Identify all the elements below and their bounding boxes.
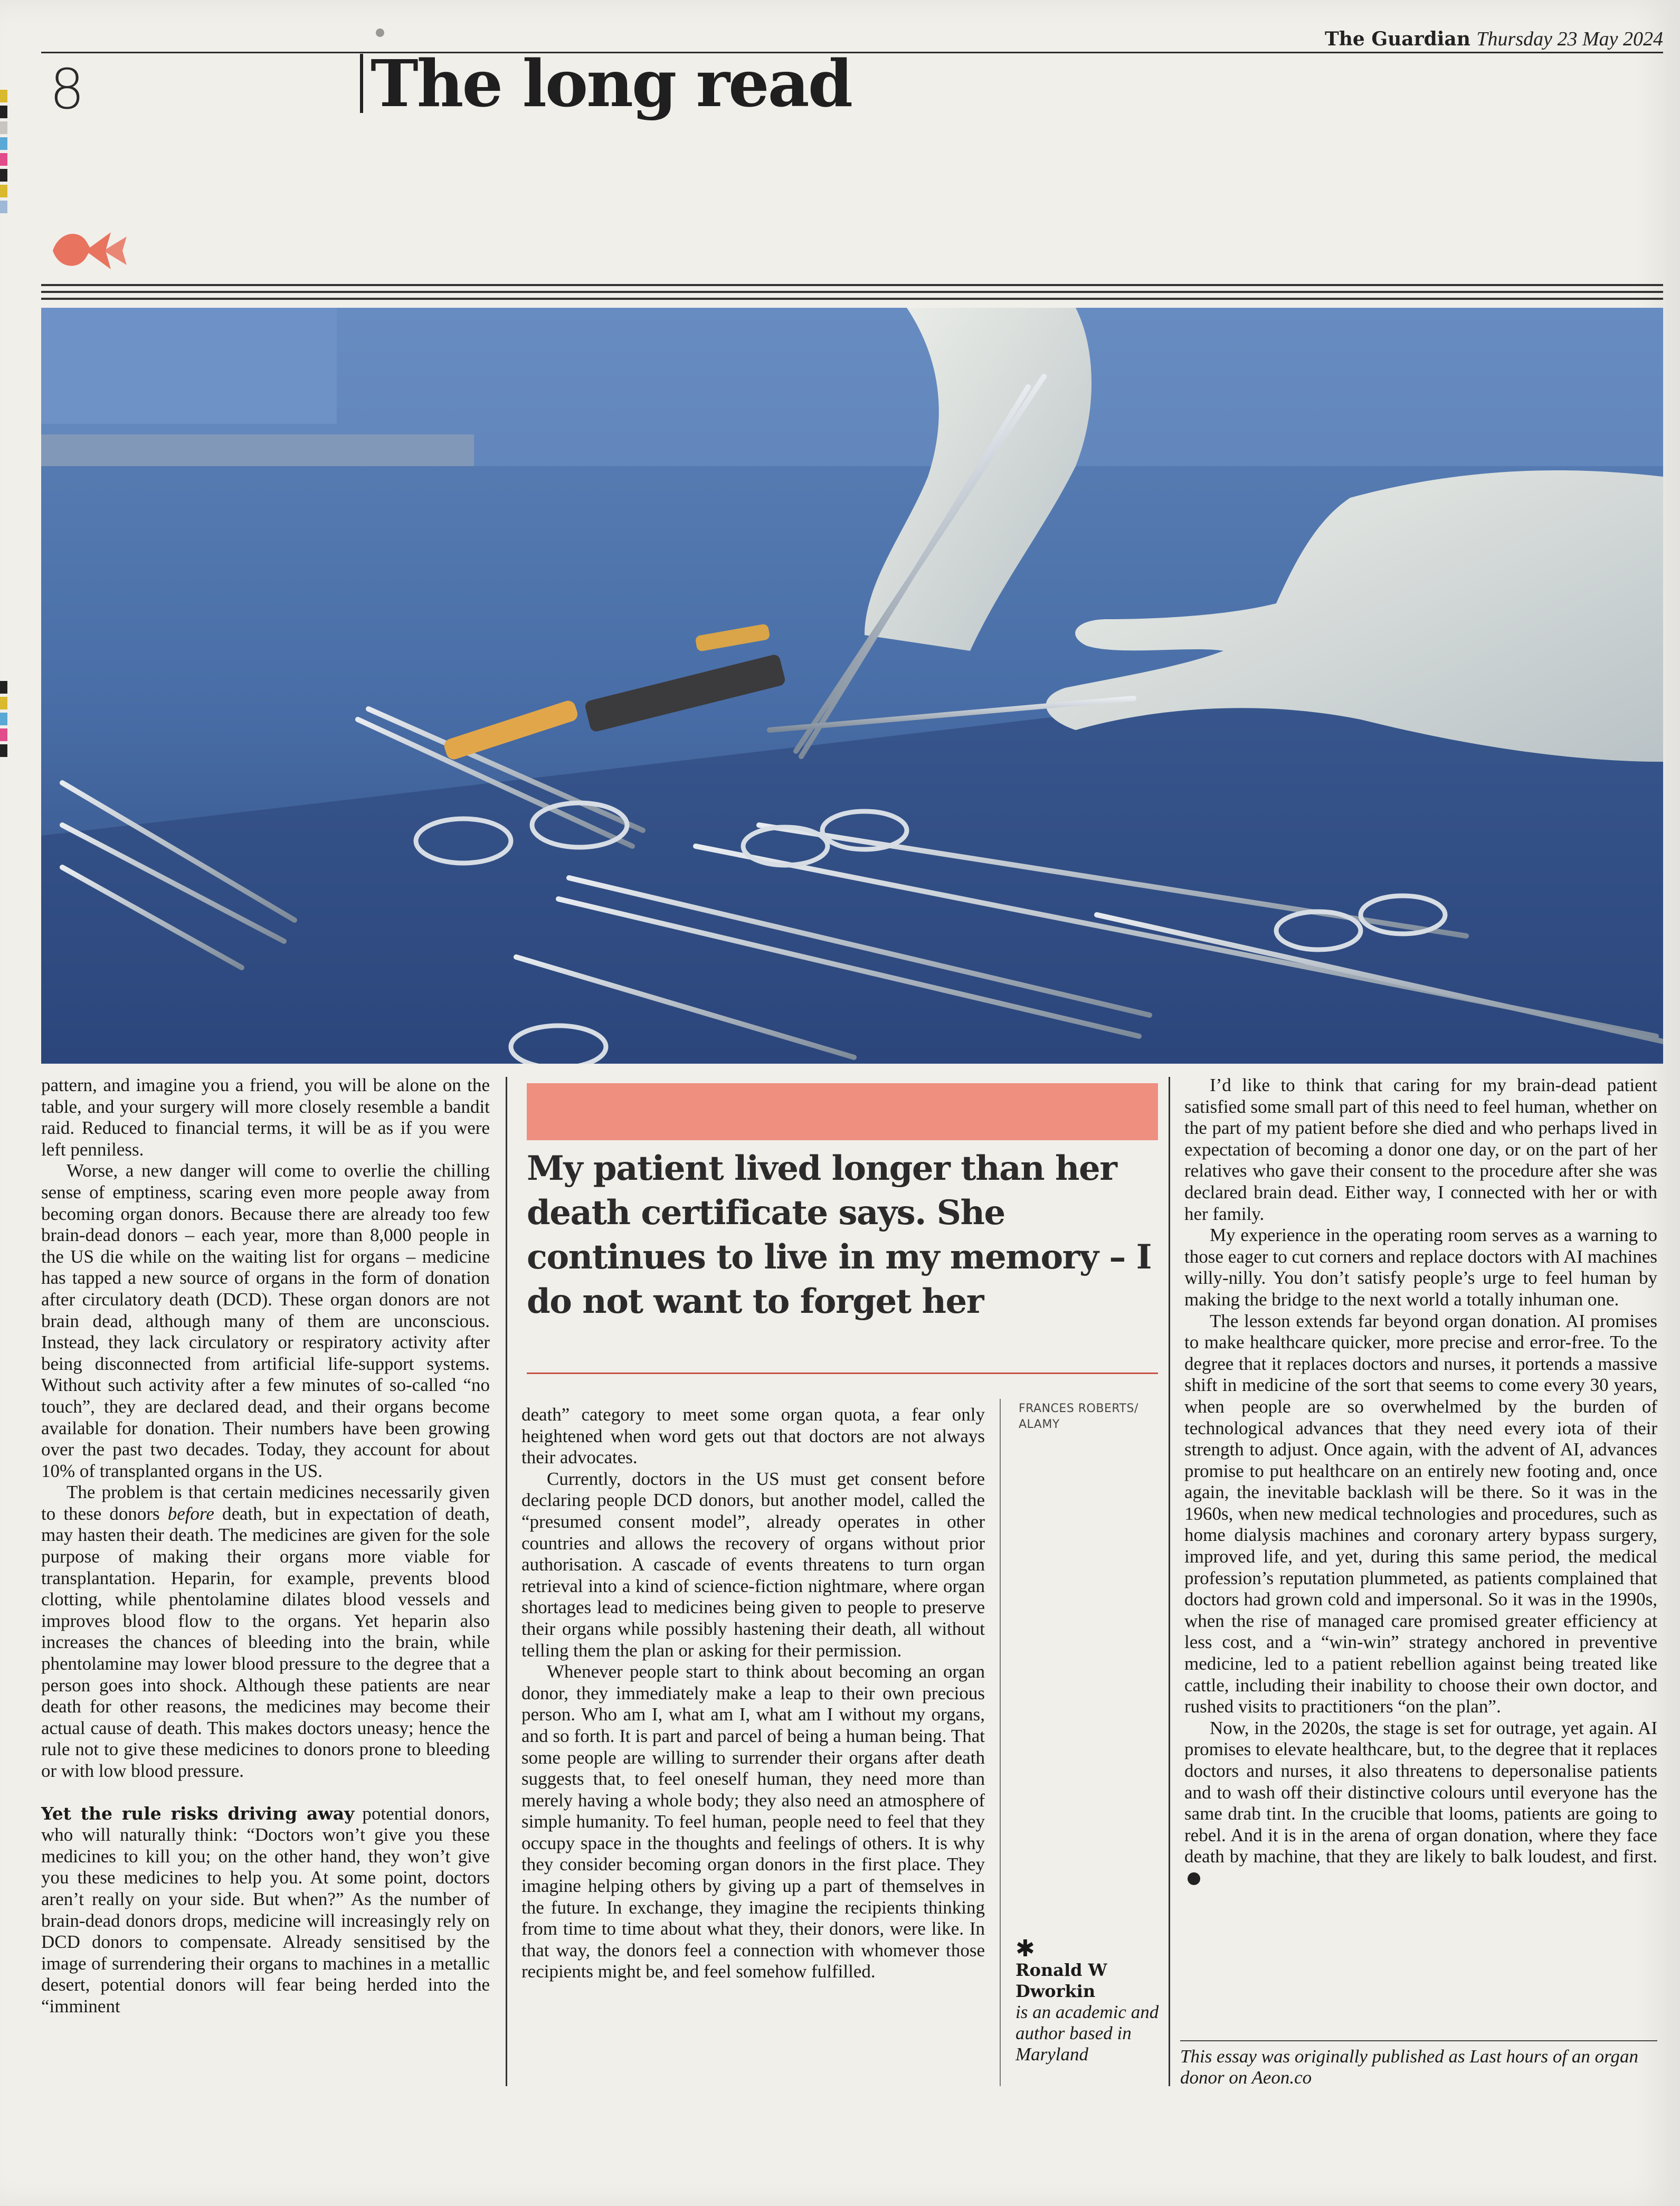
header-rule bbox=[41, 52, 1663, 53]
footnote: This essay was originally published as Last hours of an organ donor on Aeon.co bbox=[1180, 2046, 1638, 2088]
author-name: Ronald W Dworkin bbox=[1015, 1960, 1107, 2001]
article-column-3 bbox=[1184, 1075, 1657, 1889]
column-divider bbox=[506, 1077, 507, 2086]
paragraph: death” category to meet some organ quota, a fear only heightened when word gets out that doctors are not always their advocates. bbox=[521, 1404, 985, 1468]
column-divider bbox=[1169, 1077, 1170, 2086]
credit-divider bbox=[1000, 1399, 1001, 2086]
author-bio: is an academic and author based in Maryland bbox=[1015, 2002, 1159, 2065]
photo-credit: FRANCES ROBERTS/ ALAMY bbox=[1019, 1402, 1138, 1431]
binding-hole bbox=[376, 29, 384, 37]
pull-quote: My patient lived longer than her death certificate says. She continues to live in my memory – I do not want to forget her bbox=[527, 1149, 1152, 1321]
paragraph: pattern, and imagine you a friend, you will be alone on the table, and your surgery will more closely resemble a bandit raid. Reduced to financial terms, it will be as if you were left penniless. bbox=[41, 1075, 490, 1160]
surgical-instruments-photo bbox=[41, 308, 1663, 1064]
registration-marks bbox=[0, 90, 8, 216]
photo-top-rule bbox=[41, 284, 1663, 305]
long-read-logo-icon bbox=[49, 222, 138, 280]
paragraph: The lesson extends far beyond organ donation. AI promises to make healthcare quicker, more precise and error-free. To the degree that it replaces doctors and nurses, it portends a massive shift in medicine of the sort that seems to come every 30 years, when people are so overwhelmed by the burden of technological advances that they need every iota of their strength to adjust. Once again, with the advent of AI, advances promise to put healthcare on an entirely new footing and, once again, the inevitable backlash will be there. So it was in the 1960s, when new medical technologies and procedures, such as home dialysis machines and coronary artery bypass surgery, improved life, and yet, during this same period, the medical profession’s reputation plummeted, as patients complained that doctors had grown cold and impersonal. So it was in the 1990s, when the rise of managed care promised greater efficiency at less cost, and a “win-win” strategy anchored in preventive medicine, led to a patient rebellion against being treated like cattle, including their inability to choose their own doctor, and rushed visits to practitioners “on the plan”. bbox=[1184, 1310, 1657, 1717]
section-divider bbox=[360, 54, 363, 113]
paragraph: I’d like to think that caring for my brain-dead patient satisfied some small part of this need to feel human, whether on the part of my patient before she died and who perhaps lived in expectation of becoming a donor one day, or on the part of her relatives who gave their consent to the procedure after she was declared brain dead. Either way, I connected with her or with her family. bbox=[1184, 1075, 1657, 1224]
pull-quote-rule bbox=[527, 1372, 1158, 1374]
end-mark-icon bbox=[1188, 1872, 1200, 1885]
paragraph: Yet the rule risks driving away potential donors, who will naturally think: “Doctors won’t give you these medicines to kill you; on the other hand, they won’t give you these medicines to help you. At some point, doctors aren’t really on your side. But when?” As the number of brain-dead donors drops, medicine will increasingly rely on DCD donors to compensate. Already sensitised by the image of surrendering their organs to machines in a metallic desert, potential donors will fear being herded into the “imminent bbox=[41, 1803, 490, 2016]
lead-in: Yet the rule risks driving away bbox=[41, 1803, 355, 1824]
footnote-rule bbox=[1180, 2040, 1657, 2041]
author-box bbox=[1015, 1935, 1169, 2065]
asterisk-icon: ✱ bbox=[1015, 1935, 1035, 1962]
article-column-1 bbox=[41, 1075, 490, 2018]
paragraph: My experience in the operating room serves as a warning to those eager to cut corners and replace doctors with AI machines willy-nilly. You don’t satisfy people’s urge to feel human by making the bridge to the next world a totally inhuman one. bbox=[1184, 1225, 1657, 1310]
article-column-2 bbox=[521, 1404, 985, 1983]
page-number: 8 bbox=[50, 57, 85, 121]
paragraph: Worse, a new danger will come to overlie the chilling sense of emptiness, scaring even more people away from becoming organ donors. Because there are already too few brain-dead donors – each year, more than 8,000 people in the US die while on the waiting list for organs – medicine has tapped a new source of organs in the form of donation after circulatory death (DCD). These organ donors are not brain dead, although many of them are unconscious. Instead, they lack circulatory or respiratory activity after being disconnected from artificial life-support systems. Without such activity after a few minutes of so-called “no touch”, they are declared dead, and their organs become available for donation. Their numbers have been growing over the past two decades. Today, they account for about 10% of transplanted organs in the US. bbox=[41, 1160, 490, 1481]
paragraph: Currently, doctors in the US must get consent before declaring people DCD donors, but another model, called the “presumed consent model”, already operates in other countries and allows the recovery of organs without prior authorisation. A cascade of events threatens to turn organ retrieval into a kind of science-fiction nightmare, where organ shortages lead to medicines being given to people to preserve their organs while possibly hastening their death, all without telling them the plan or asking for their permission. bbox=[521, 1468, 985, 1661]
masthead bbox=[1325, 27, 1663, 51]
paragraph: The problem is that certain medicines necessarily given to these donors before death, but in expectation of death, may hasten their death. The medicines are given for the sole purpose of making their organs more viable for transplantation. Heparin, for example, prevents blood clotting, while phentolamine dilates blood vessels and improves blood flow to the organs. Yet heparin also increases the chances of bleeding into the brain, while phentolamine may lower blood pressure to the degree that a person goes into shock. Although these patients are near death for other reasons, the medicines may become their actual cause of death. This makes doctors uneasy; hence the rule not to give these medicines to donors prone to bleeding or with low blood pressure. bbox=[41, 1482, 490, 1781]
paragraph: Whenever people start to think about becoming an organ donor, they immediately make a leap to their own precious person. Who am I, what am I, what am I without my organs, and so forth. It is part and parcel of being a human being. That some people are willing to surrender their organs after death suggests that, to feel oneself human, they need more than merely having a whole body; they also need an atmosphere of simple humanity. To feel human, people need to feel that they occupy space in the thoughts and feelings of others. It is why they consider becoming organ donors in the first place. They imagine helping others by giving up a part of themselves in the future. In exchange, they imagine the recipients thinking from time to time about what they, their donors, were like. In that way, the donors feel a connection with whomever those recipients might be, and feel somehow fulfilled. bbox=[521, 1661, 985, 1982]
masthead-date: Thursday 23 May 2024 bbox=[1476, 28, 1663, 50]
masthead-brand: The Guardian bbox=[1324, 28, 1470, 50]
registration-marks-lower bbox=[0, 681, 8, 760]
section-title: The long read bbox=[371, 45, 852, 121]
pull-quote-accent-bar bbox=[527, 1083, 1158, 1140]
paragraph: Now, in the 2020s, the stage is set for outrage, yet again. AI promises to elevate healthcare, but, to the degree that it replaces doctors and nurses, it also threatens to depersonalise patients and to wash off their distinctive colours until everyone has the same drab tint. In the crucible that looms, patients are going to rebel. And it is in the arena of organ donation, where they face death by machine, that they are likely to balk loudest, and first. bbox=[1184, 1718, 1657, 1889]
